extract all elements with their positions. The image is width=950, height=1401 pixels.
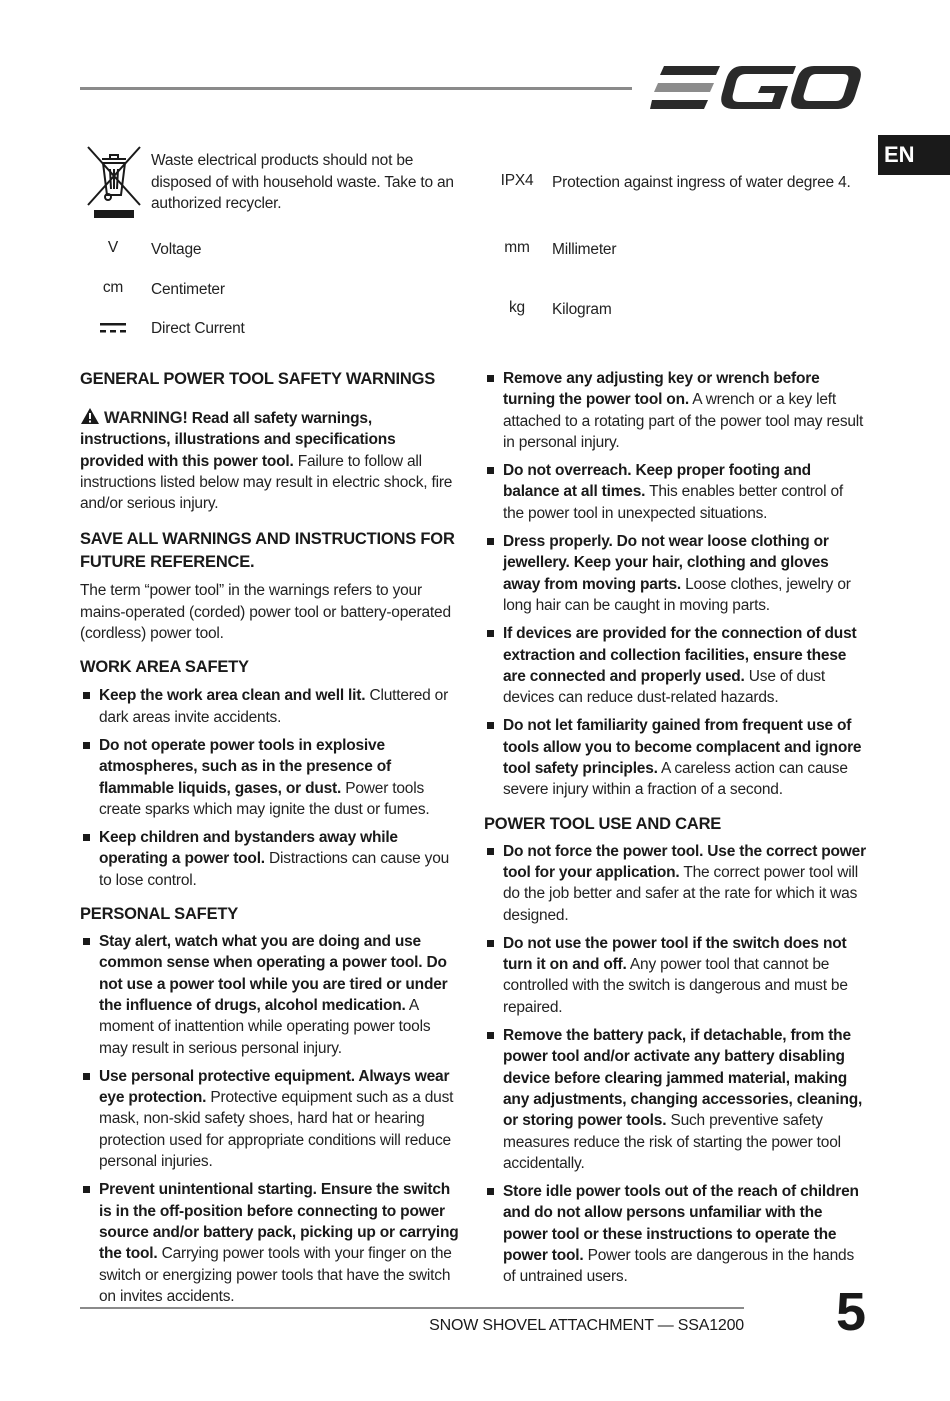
list-item-text: Power tools create sparks which may ignite the dust or fumes. bbox=[99, 779, 430, 818]
list-item-text: Loose clothes, jewelry or long hair can be caught in moving parts. bbox=[503, 575, 851, 614]
list-item-bold: Do not operate power tools in explosive atmospheres, such as in the presence of flammable liquids, gases, or dust. bbox=[99, 736, 391, 797]
list-item-text: A moment of inattention while operating power tools may result in serious personal injury. bbox=[99, 996, 431, 1057]
symbol-abbr-millimeter: mm bbox=[504, 239, 530, 256]
heading-use-and-care: POWER TOOL USE AND CARE bbox=[484, 814, 722, 833]
page-number: 5 bbox=[836, 1282, 866, 1342]
symbol-meaning-direct-current: Direct Current bbox=[151, 320, 245, 337]
left-column bbox=[80, 368, 460, 1307]
symbol-abbr-ipx4: IPX4 bbox=[500, 172, 534, 189]
list-item-text: Use of dust devices can reduce dust-related hazards. bbox=[503, 667, 825, 707]
heading-personal-safety: PERSONAL SAFETY bbox=[80, 905, 239, 924]
warning-word: WARNING! bbox=[104, 409, 188, 427]
power-tool-term-paragraph: The term “power tool” in the warnings refers to your mains-operated (corded) power tool or battery-operated (cordless) power tool. bbox=[80, 582, 451, 643]
warning-body-text: Failure to follow all instructions listed below may result in electric shock, fire and/or serious injury. bbox=[80, 452, 453, 513]
list-item-bold: Prevent unintentional starting. Ensure the switch is in the off-position before connecting to power source and/or battery pack, picking up or carrying the tool. bbox=[99, 1181, 459, 1263]
list-item bbox=[484, 460, 866, 524]
language-tab bbox=[878, 135, 950, 175]
crossed-out-bin-icon bbox=[86, 145, 142, 221]
list-item-text: Any power tool that cannot be controlled with the switch is dangerous and must be repaired. bbox=[503, 956, 848, 1016]
list-item bbox=[484, 623, 866, 708]
symbol-abbr-centimeter: cm bbox=[102, 279, 124, 296]
list-item bbox=[80, 1066, 460, 1172]
list-item bbox=[80, 685, 460, 728]
list-item-bold: Keep the work area clean and well lit. bbox=[99, 687, 366, 705]
direct-current-icon bbox=[99, 321, 127, 335]
symbol-meaning-voltage: Voltage bbox=[151, 241, 202, 258]
list-item-bold: Do not use the power tool if the switch does not turn it on and off. bbox=[503, 934, 847, 974]
heading-work-area-safety: WORK AREA SAFETY bbox=[80, 658, 249, 677]
list-item-text: Power tools are dangerous in the hands of untrained users. bbox=[503, 1246, 854, 1286]
header-rule bbox=[80, 87, 632, 90]
right-column bbox=[484, 368, 866, 1288]
list-item bbox=[484, 531, 866, 616]
list-item-text: Cluttered or dark areas invite accidents. bbox=[99, 687, 449, 726]
list-item-bold: Keep children and bystanders away while operating a power tool. bbox=[99, 829, 398, 868]
general-warning-paragraph bbox=[80, 407, 460, 514]
list-item-text: Distractions can cause you to lose control. bbox=[99, 850, 450, 889]
warning-triangle-icon bbox=[80, 407, 100, 425]
heading-save-warnings: SAVE ALL WARNINGS AND INSTRUCTIONS FOR FUTURE REFERENCE. bbox=[80, 530, 455, 572]
list-item-bold: Stay alert, watch what you are doing and use common sense when operating a power tool. Do not use a power tool while you are tired or under the influence of drugs, alcohol medication. bbox=[99, 933, 448, 1014]
weee-description: Waste electrical products should not be disposed of with household waste. Take to an authorized recycler. bbox=[151, 152, 454, 212]
list-item-bold: Do not force the power tool. Use the correct power tool for your application. bbox=[503, 842, 866, 881]
list-item-bold: Store idle power tools out of the reach of children and do not allow persons unfamiliar with the power tool or these instructions to operate the power tool. bbox=[503, 1183, 859, 1264]
use-and-care-list bbox=[484, 841, 866, 1288]
list-item-bold: Remove any adjusting key or wrench before turning the power tool on. bbox=[503, 370, 820, 409]
personal-safety-continued-list bbox=[484, 368, 866, 801]
list-item-text: This enables better control of the power tool in unexpected situations. bbox=[503, 483, 843, 522]
warning-bold-text: Read all safety warnings, instructions, illustrations and specifications provided with this power tool. bbox=[80, 410, 396, 470]
list-item bbox=[80, 931, 460, 1059]
list-item-text: The correct power tool will do the job better and safer at the rate for which it was designed. bbox=[503, 863, 858, 924]
list-item-text: Carrying power tools with your finger on the switch or energizing power tools that have the switch on invites accidents. bbox=[99, 1245, 452, 1305]
list-item-text: A careless action can cause severe injury within a fraction of a second. bbox=[503, 760, 848, 799]
ego-logo bbox=[650, 62, 862, 114]
list-item-bold: Do not let familiarity gained from frequent use of tools allow you to become complacent and ignore tool safety principles. bbox=[503, 717, 862, 778]
list-item bbox=[80, 827, 460, 891]
footer-rule bbox=[80, 1307, 744, 1309]
personal-safety-list bbox=[80, 931, 460, 1307]
list-item bbox=[484, 841, 866, 926]
list-item-bold: Remove the battery pack, if detachable, from the power tool and/or activate any battery disabling device before clearing jammed material, making any adjustments, changing accessories, cleaning, or storing power tools. bbox=[503, 1027, 863, 1130]
symbol-abbr-kilogram: kg bbox=[509, 299, 525, 316]
footer-product-title: SNOW SHOVEL ATTACHMENT — SSA1200 bbox=[429, 1317, 744, 1334]
work-area-list bbox=[80, 685, 460, 891]
list-item-text: Protective equipment such as a dust mask, non-skid safety shoes, hard hat or hearing protection used for appropriate conditions will reduce personal injuries. bbox=[99, 1089, 454, 1171]
list-item-text: Such preventive safety measures reduce the risk of starting the power tool accidentally. bbox=[503, 1112, 841, 1172]
heading-general-warnings: GENERAL POWER TOOL SAFETY WARNINGS bbox=[80, 370, 436, 388]
list-item-bold: Dress properly. Do not wear loose clothing or jewellery. Keep your hair, clothing and gloves away from moving parts. bbox=[503, 533, 829, 593]
list-item bbox=[484, 933, 866, 1018]
list-item bbox=[484, 1181, 866, 1287]
symbol-meaning-millimeter: Millimeter bbox=[552, 241, 617, 258]
list-item bbox=[484, 1025, 866, 1174]
list-item-bold: Do not overreach. Keep proper footing and balance at all times. bbox=[503, 462, 811, 501]
list-item bbox=[484, 715, 866, 800]
symbol-meaning-ipx4: Protection against ingress of water degree 4. bbox=[552, 174, 851, 191]
list-item-text: A wrench or a key left attached to a rotating part of the power tool may result in personal injury. bbox=[503, 391, 864, 451]
symbol-meaning-kilogram: Kilogram bbox=[552, 301, 612, 318]
symbol-meaning-centimeter: Centimeter bbox=[151, 281, 225, 298]
list-item bbox=[80, 1179, 460, 1307]
language-label: EN bbox=[884, 142, 915, 167]
list-item bbox=[484, 368, 866, 453]
list-item-bold: If devices are provided for the connection of dust extraction and collection facilities, ensure these are connected and properly used. bbox=[503, 625, 857, 685]
list-item-bold: Use personal protective equipment. Always wear eye protection. bbox=[99, 1067, 450, 1107]
list-item bbox=[80, 735, 460, 820]
symbol-abbr-voltage: V bbox=[107, 239, 119, 256]
